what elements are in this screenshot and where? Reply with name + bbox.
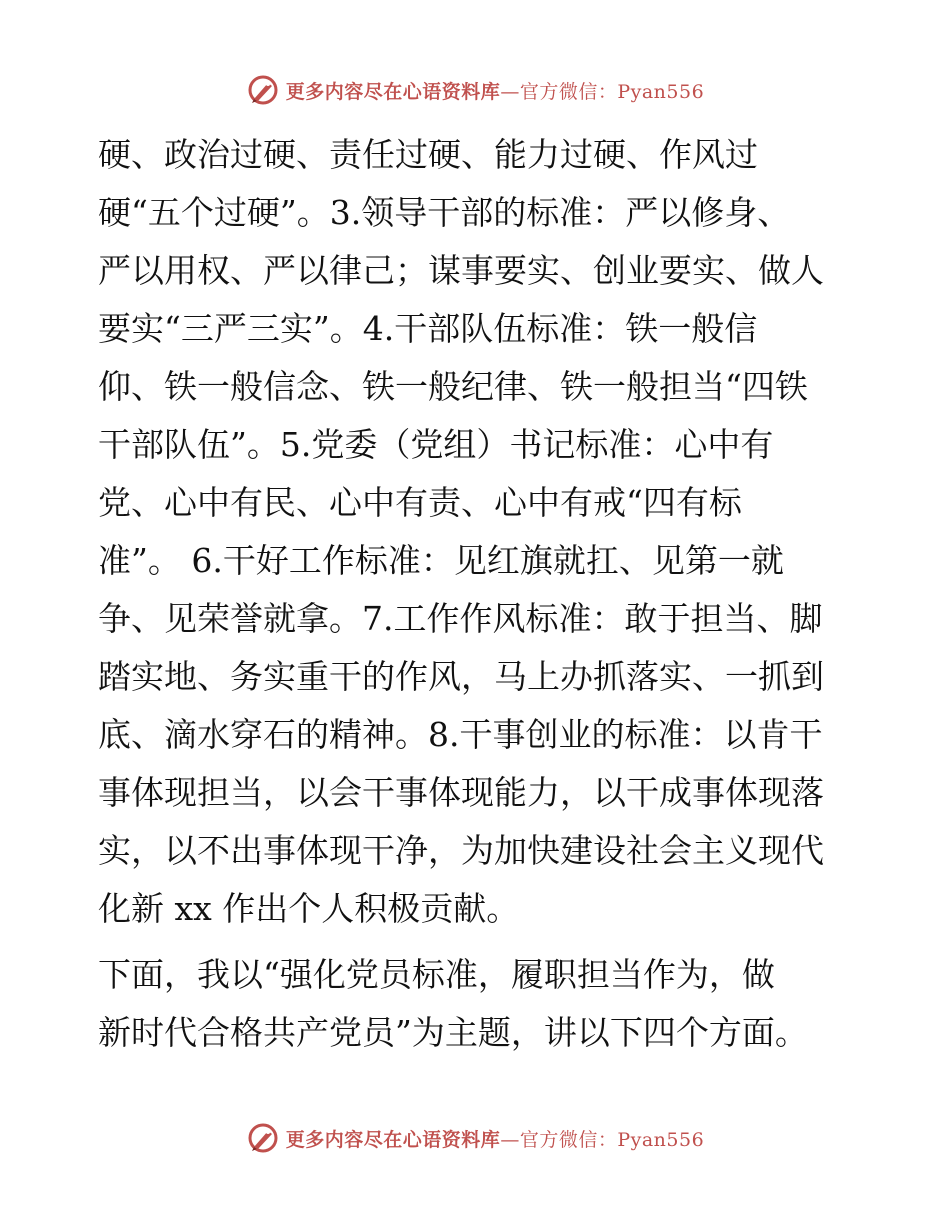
- header-brand-text: 更多内容尽在心语资料库: [285, 80, 501, 103]
- text-line: 硬、政治过硬、责任过硬、能力过硬、作风过: [98, 135, 758, 174]
- text-line: 严以用权、严以律己；谋事要实、创业要实、做人: [98, 251, 824, 290]
- footer-brand-text: 更多内容尽在心语资料库: [285, 1128, 501, 1151]
- footer-wechat-label: 官方微信：: [519, 1128, 618, 1151]
- text-line: 争、见荣誉就拿。7.工作作风标准：敢于担当、脚: [98, 599, 823, 638]
- footer-text: [286, 1125, 704, 1152]
- paragraph-2: [98, 946, 858, 1062]
- text-line: 党、心中有民、心中有责、心中有戒“四有标: [98, 483, 742, 522]
- document-body: [98, 126, 858, 1062]
- text-line: 准”。 6.干好工作标准：见红旗就扛、见第一就: [98, 541, 784, 580]
- text-line: 硬“五个过硬”。3.领导干部的标准：严以修身、: [98, 193, 791, 232]
- footer-banner: [0, 1118, 950, 1158]
- pen-logo-icon: [246, 73, 280, 107]
- header-separator: —: [500, 80, 520, 103]
- header-text: [286, 77, 704, 104]
- text-line: 化新 xx 作出个人积极贡献。: [98, 889, 520, 928]
- text-line: 下面，我以“强化党员标准，履职担当作为，做: [98, 955, 775, 994]
- text-line: 新时代合格共产党员”为主题，讲以下四个方面。: [98, 1013, 808, 1052]
- header-wechat-id: Pyan556: [617, 80, 705, 103]
- header-wechat-label: 官方微信：: [519, 80, 618, 103]
- text-line: 底、滴水穿石的精神。8.干事创业的标准：以肯干: [98, 715, 823, 754]
- text-line: 要实“三严三实”。4.干部队伍标准：铁一般信: [98, 309, 758, 348]
- text-line: 仰、铁一般信念、铁一般纪律、铁一般担当“四铁: [98, 367, 808, 406]
- paragraph-gap: [98, 938, 858, 946]
- header-banner: [0, 70, 950, 110]
- text-line: 实，以不出事体现干净，为加快建设社会主义现代: [98, 831, 824, 870]
- pen-logo-icon: [246, 1121, 280, 1155]
- paragraph-1: [98, 126, 858, 938]
- text-line: 干部队伍”。5.党委（党组）书记标准：心中有: [98, 425, 774, 464]
- text-line: 事体现担当，以会干事体现能力，以干成事体现落: [98, 773, 824, 812]
- footer-separator: —: [500, 1128, 520, 1151]
- footer-wechat-id: Pyan556: [617, 1128, 705, 1151]
- text-line: 踏实地、务实重干的作风，马上办抓落实、一抓到: [98, 657, 824, 696]
